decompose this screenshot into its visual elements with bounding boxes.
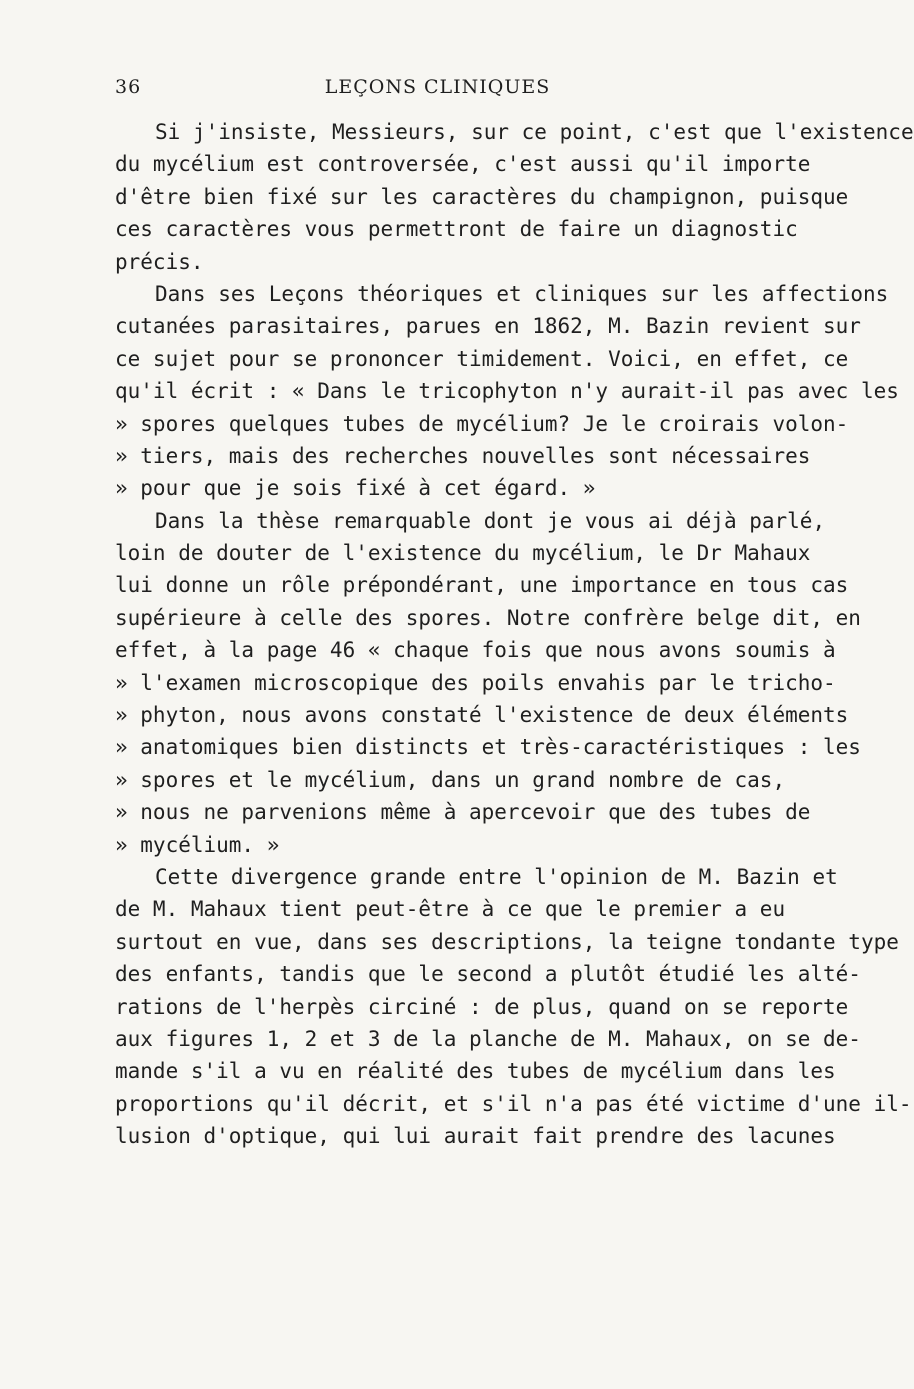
text-line: supérieure à celle des spores. Notre confrère belge dit, en xyxy=(115,605,861,630)
text-line: » nous ne parvenions même à apercevoir que des tubes de xyxy=(115,800,811,825)
text-line: mande s'il a vu en réalité des tubes de mycélium dans les xyxy=(115,1059,836,1084)
text-line: ces caractères vous permettront de faire un diagnostic xyxy=(115,217,798,242)
text-line: » pour que je sois fixé à cet égard. » xyxy=(115,476,596,501)
page-number: 36 xyxy=(115,76,142,98)
text-line: lui donne un rôle prépondérant, une importance en tous cas xyxy=(115,573,849,598)
text-line: qu'il écrit : « Dans le tricophyton n'y aurait-il pas avec les xyxy=(115,379,899,404)
text-line: de M. Mahaux tient peut-être à ce que le premier a eu xyxy=(115,897,786,922)
page-header xyxy=(115,76,720,104)
text-line: Si j'insiste, Messieurs, sur ce point, c'est que l'existence xyxy=(155,120,914,144)
text-line: Cette divergence grande entre l'opinion de M. Bazin et xyxy=(155,864,838,889)
text-line: cutanées parasitaires, parues en 1862, M. Bazin revient sur xyxy=(115,314,861,339)
text-line: » tiers, mais des recherches nouvelles sont nécessaires xyxy=(115,443,811,468)
text-line: d'être bien fixé sur les caractères du champignon, puisque xyxy=(115,184,849,209)
text-line: précis. xyxy=(115,249,204,274)
text-line: proportions qu'il décrit, et s'il n'a pas été victime d'une il- xyxy=(115,1091,912,1116)
text-line: Dans ses Leçons théoriques et cliniques sur les affections xyxy=(155,281,889,306)
text-line: ce sujet pour se prononcer timidement. Voici, en effet, ce xyxy=(115,346,849,371)
text-line: » phyton, nous avons constaté l'existence de deux éléments xyxy=(115,703,849,728)
text-line: effet, à la page 46 « chaque fois que nous avons soumis à xyxy=(115,638,836,663)
body-text xyxy=(115,116,914,1153)
text-line: du mycélium est controversée, c'est aussi qu'il importe xyxy=(115,152,811,177)
text-line: loin de douter de l'existence du mycélium, le Dr Mahaux xyxy=(115,541,811,566)
text-line: » mycélium. » xyxy=(115,832,280,857)
text-line: rations de l'herpès circiné : de plus, quand on se reporte xyxy=(115,994,849,1019)
text-line: surtout en vue, dans ses descriptions, la teigne tondante type xyxy=(115,929,899,954)
text-line: Dans la thèse remarquable dont je vous ai déjà parlé, xyxy=(155,508,826,533)
running-title: LEÇONS CLINIQUES xyxy=(324,76,551,98)
text-line: » l'examen microscopique des poils envahis par le tricho- xyxy=(115,670,836,695)
text-line: lusion d'optique, qui lui aurait fait prendre des lacunes xyxy=(115,1124,836,1149)
text-line: des enfants, tandis que le second a plutôt étudié les alté- xyxy=(115,962,861,987)
text-line: aux figures 1, 2 et 3 de la planche de M. Mahaux, on se de- xyxy=(115,1026,861,1051)
text-line: » spores quelques tubes de mycélium? Je le croirais volon- xyxy=(115,411,849,436)
text-line: » anatomiques bien distincts et très-caractéristiques : les xyxy=(115,735,861,760)
text-line: » spores et le mycélium, dans un grand nombre de cas, xyxy=(115,767,786,792)
